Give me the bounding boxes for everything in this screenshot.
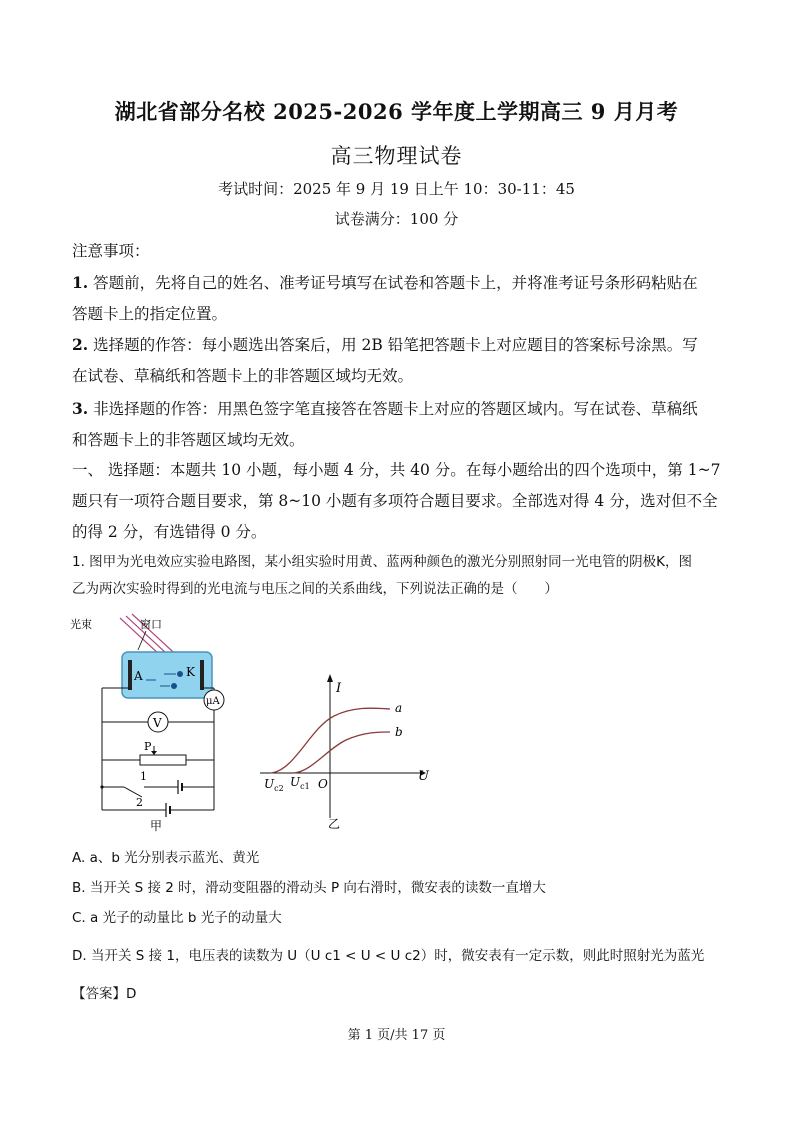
u-axis-label: U bbox=[418, 769, 429, 784]
stem-line: 1. 图甲为光电效应实验电路图，某小组实验时用黄、蓝两种颜色的激光分别照射同一光电管的阴极K，图 bbox=[72, 554, 693, 570]
circuit-figure bbox=[66, 612, 236, 834]
page-footer: 第 1 页/共 17 页 bbox=[347, 1028, 446, 1043]
notes-heading: 注意事项： bbox=[72, 242, 150, 260]
note-text: 选择题的作答：每小题选出答案后，用 2B 铅笔把答题卡上对应题目的答案标号涂黑。写 bbox=[93, 336, 698, 354]
note-item-2 bbox=[72, 329, 732, 392]
switch-contact-1-label: 1 bbox=[140, 770, 147, 783]
switch-contact-2-label: 2 bbox=[136, 796, 143, 809]
rheostat bbox=[140, 755, 186, 765]
beam-label: 光束 bbox=[70, 618, 92, 631]
note-text: 答题卡上的指定位置。 bbox=[72, 305, 228, 323]
microammeter-label: μA bbox=[206, 696, 220, 707]
option-b: B. 当开关 S 接 2 时，滑动变阻器的滑动头 P 向右滑时，微安表的读数一直增大 bbox=[72, 880, 546, 896]
note-item-1 bbox=[72, 267, 732, 330]
note-text: 在试卷、草稿纸和答题卡上的非答题区域均无效。 bbox=[72, 367, 414, 385]
electron-dot bbox=[177, 671, 183, 677]
note-number: 1. bbox=[72, 273, 89, 292]
full-score: 试卷满分：100 分 bbox=[334, 210, 459, 228]
figure-caption-yi: 乙 bbox=[328, 817, 341, 831]
arrowhead bbox=[151, 751, 157, 755]
section-instructions bbox=[72, 455, 732, 548]
slider-label: P bbox=[144, 740, 152, 753]
option-a: A. a、b 光分别表示蓝光、黄光 bbox=[72, 850, 260, 866]
curve-a-label: a bbox=[395, 701, 403, 715]
electron-dot bbox=[171, 683, 177, 689]
switch-pivot bbox=[100, 785, 103, 788]
exam-subtitle: 高三物理试卷 bbox=[330, 144, 463, 168]
stem-line: 乙为两次实验时得到的光电流与电压之间的关系曲线，下列说法正确的是（ ） bbox=[72, 581, 558, 597]
figure-caption-jia: 甲 bbox=[150, 819, 163, 833]
anode-plate bbox=[128, 660, 132, 690]
note-number: 2. bbox=[72, 335, 89, 354]
note-text: 非选择题的作答：用黑色签字笔直接答在答题卡上对应的答题区域内。写在试卷、草稿纸 bbox=[93, 400, 698, 418]
section-line: 一、 选择题：本题共 10 小题，每小题 4 分，共 40 分。在每小题给出的四个选项中，第 1~7 bbox=[72, 461, 721, 479]
i-axis-label: I bbox=[336, 681, 342, 696]
curve-b-label: b bbox=[395, 725, 403, 739]
note-item-3 bbox=[72, 393, 732, 456]
voltmeter-label: V bbox=[153, 716, 162, 730]
section-line: 的得 2 分，有选错得 0 分。 bbox=[72, 523, 267, 541]
note-number: 3. bbox=[72, 399, 89, 418]
question-1-stem bbox=[72, 549, 732, 603]
arrowhead bbox=[327, 674, 333, 682]
note-text: 和答题卡上的非答题区域均无效。 bbox=[72, 431, 305, 449]
cathode-label: K bbox=[186, 665, 195, 679]
exam-title: 湖北省部分名校 2025-2026 学年度上学期高三 9 月月考 bbox=[114, 99, 679, 124]
origin-label: O bbox=[318, 777, 328, 791]
cathode-plate bbox=[200, 660, 204, 690]
answer: 【答案】D bbox=[72, 986, 137, 1002]
curve-b bbox=[294, 732, 390, 773]
uc2-label: $U_{c2}$ bbox=[264, 777, 284, 793]
note-text: 答题前，先将自己的姓名、准考证号填写在试卷和答题卡上，并将准考证号条形码粘贴在 bbox=[93, 274, 698, 292]
exam-time: 考试时间：2025 年 9 月 19 日上午 10：30-11：45 bbox=[218, 180, 575, 198]
option-c: C. a 光子的动量比 b 光子的动量大 bbox=[72, 910, 282, 926]
option-d: D. 当开关 S 接 1，电压表的读数为 U（U c1 < U < U c2）时，微安表有一定示数，则此时照射光为蓝光 bbox=[72, 948, 705, 964]
anode-label: A bbox=[134, 669, 143, 683]
uc1-label: $U_{c1}$ bbox=[290, 775, 310, 791]
section-line: 题只有一项符合题目要求，第 8~10 小题有多项符合题目要求。全部选对得 4 分，选对但不全 bbox=[72, 492, 718, 510]
iu-graph bbox=[254, 668, 434, 834]
window-label: 窗口 bbox=[140, 618, 162, 631]
